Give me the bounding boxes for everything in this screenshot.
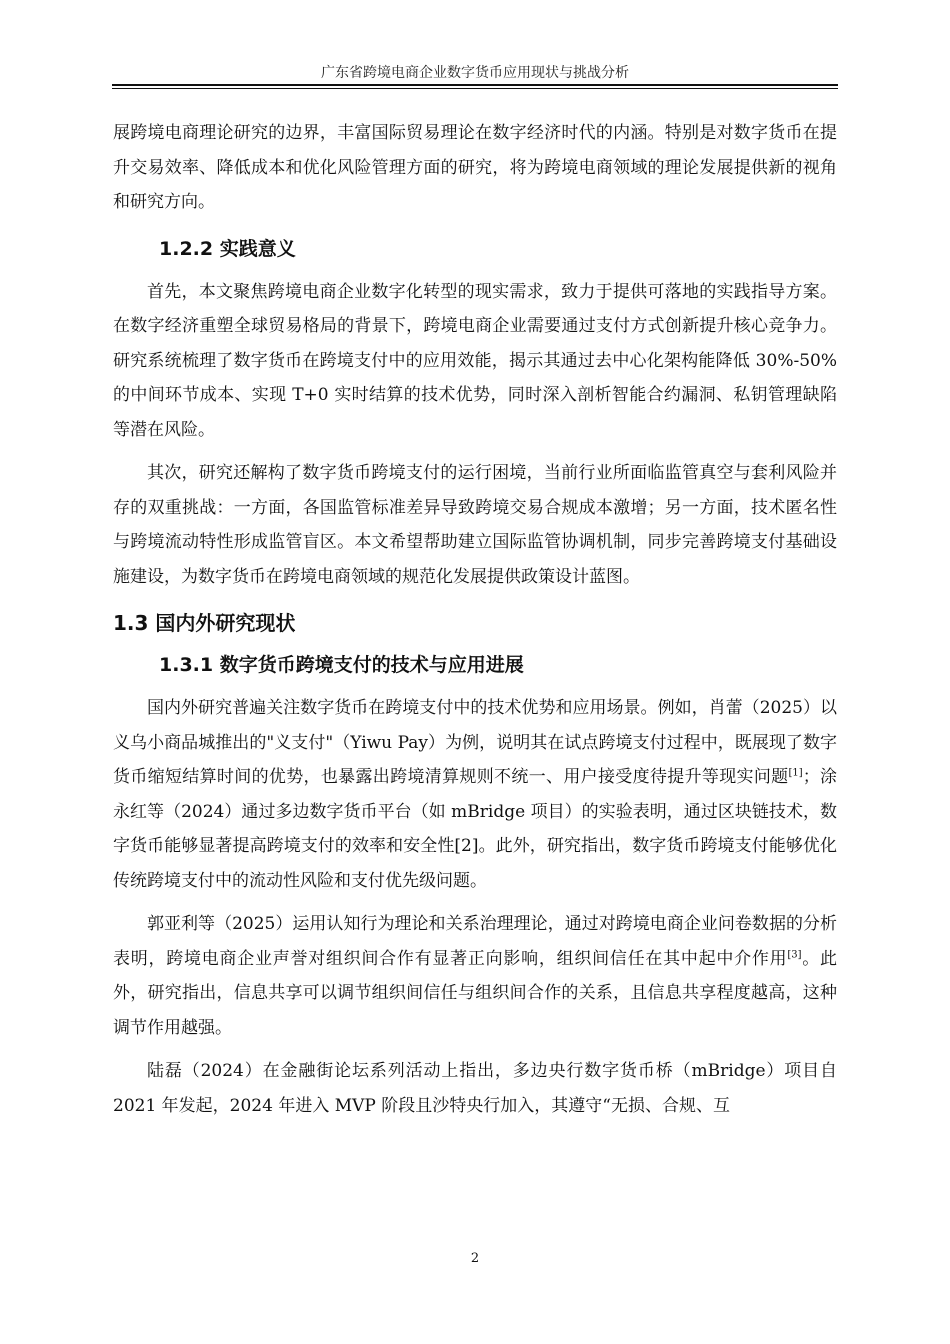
header-rule-thick: [112, 84, 838, 86]
paragraph-practical-significance-2: 其次，研究还解构了数字货币跨境支付的运行困境，当前行业所面临监管真空与套利风险并存的双重挑战：一方面，各国监管标准差异导致跨境交易合规成本激增；另一方面，技术匿名性与跨境流动特性形成监管盲区。本文希望帮助建立国际监管协调机制，同步完善跨境支付基础设施建设，为数字货币在跨境电商领域的规范化发展提供政策设计蓝图。: [113, 463, 837, 587]
page-number: 2: [470, 1251, 480, 1266]
citation-ref: [3]: [787, 948, 802, 960]
section-heading-1-3-1: 1.3.1 数字货币跨境支付的技术与应用进展: [159, 654, 524, 676]
paragraph-text: ；涂永红等（2024）通过多边数字货币平台（如 mBridge 项目）的实验表明，通过区块链技术，数字货币能够显著提高跨境支付的效率和安全性[2]。此外，研究指出，数字货币跨境支付能够优化传统跨境支付中的流动性风险和支付优先级问题。: [113, 767, 838, 891]
paragraph-continued: 展跨境电商理论研究的边界，丰富国际贸易理论在数字经济时代的内涵。特别是对数字货币在提升交易效率、降低成本和优化风险管理方面的研究，将为跨境电商领域的理论发展提供新的视角和研究方向。: [113, 123, 837, 212]
paragraph-text: 郭亚利等（2025）运用认知行为理论和关系治理理论，通过对跨境电商企业问卷数据的分析表明，跨境电商企业声誉对组织间合作有显著正向影响，组织间信任在其中起中介作用: [113, 914, 837, 969]
paragraph-research-progress-2: [113, 907, 837, 1045]
paragraph-research-progress-3: 陆磊（2024）在金融街论坛系列活动上指出，多边央行数字货币桥（mBridge）项目自 2021 年发起，2024 年进入 MVP 阶段且沙特央行加入，其遵守“无损、合规、互: [113, 1061, 837, 1116]
paragraph-text: 国内外研究普遍关注数字货币在跨境支付中的技术优势和应用场景。例如，肖蕾（2025）以义乌小商品城推出的"义支付"（Yiwu Pay）为例，说明其在试点跨境支付过程中，既展现了数字货币缩短结算时间的优势，也暴露出跨境清算规则不统一、用户接受度待提升等现实问题: [113, 698, 837, 787]
paragraph-research-progress-1: [113, 691, 837, 898]
citation-ref: [1]: [788, 767, 803, 779]
section-heading-1-3: 1.3 国内外研究现状: [113, 611, 296, 635]
running-header: 广东省跨境电商企业数字货币应用现状与挑战分析: [321, 65, 629, 81]
section-heading-1-2-2: 1.2.2 实践意义: [159, 237, 296, 260]
page-body: [113, 116, 837, 1132]
header-rule-thin: [112, 88, 838, 89]
paragraph-practical-significance-1: 首先，本文聚焦跨境电商企业数字化转型的现实需求，致力于提供可落地的实践指导方案。在数字经济重塑全球贸易格局的背景下，跨境电商企业需要通过支付方式创新提升核心竞争力。研究系统梳理了数字货币在跨境支付中的应用效能，揭示其通过去中心化架构能降低 30%-50%的中间环节成本、实现 T+0 实时结算的技术优势，同时深入剖析智能合约漏洞、私钥管理缺陷等潜在风险。: [113, 281, 837, 440]
paragraph-text: 。此外，研究指出，信息共享可以调节组织间信任与组织间合作的关系，且信息共享程度越高，这种调节作用越强。: [113, 948, 838, 1038]
